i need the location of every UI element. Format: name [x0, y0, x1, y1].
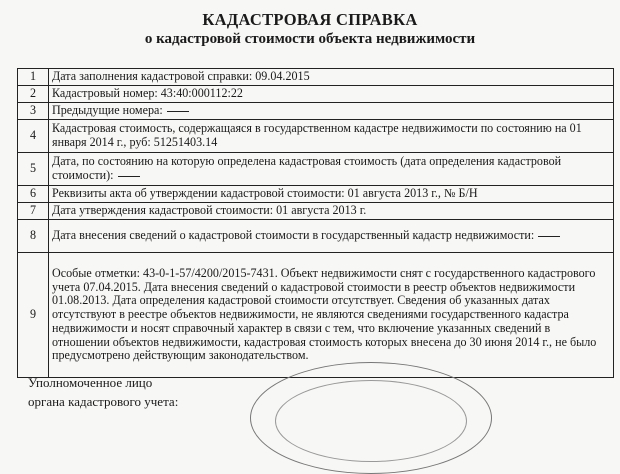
- table-row: [18, 203, 614, 220]
- row-number: 8: [18, 220, 49, 253]
- table-row: [18, 103, 614, 120]
- row-text: Дата, по состоянию на которую определена кадастровая стоимость (дата определения кадастровой стоимости):: [52, 154, 562, 182]
- row-text: Кадастровая стоимость, содержащаяся в государственном кадастре недвижимости по состоянию на 01 января 2014 г., руб: 51251403.14: [49, 120, 614, 153]
- row-number: 6: [18, 186, 49, 203]
- document-subtitle: о кадастровой стоимости объекта недвижимости: [144, 31, 476, 47]
- signatory-label: Уполномоченное лицо: [28, 375, 153, 390]
- table-row: [18, 86, 614, 103]
- row-text: Дата внесения сведений о кадастровой стоимости в государственный кадастр недвижимости:: [52, 228, 535, 243]
- row-text: Реквизиты акта об утверждении кадастровой стоимости: 01 августа 2013 г., № Б/Н: [49, 186, 614, 203]
- row-number: 2: [18, 86, 49, 103]
- table-row: [18, 69, 614, 86]
- row-number: 5: [18, 153, 49, 186]
- row-text: Кадастровый номер: 43:40:000112:22: [49, 86, 614, 103]
- empty-value-dash: [167, 111, 189, 112]
- info-table: [17, 68, 614, 378]
- table-row: [18, 186, 614, 203]
- row-number: 1: [18, 69, 49, 86]
- signatory-org-label: органа кадастрового учета:: [28, 394, 179, 409]
- empty-value-dash: [538, 236, 560, 237]
- row-text: Дата утверждения кадастровой стоимости: 01 августа 2013 г.: [49, 203, 614, 220]
- empty-value-dash: [118, 176, 140, 177]
- table-row: [18, 253, 614, 378]
- table-row: [18, 220, 614, 253]
- row-text: Предыдущие номера:: [52, 103, 163, 118]
- official-stamp-inner-ring: [275, 380, 467, 462]
- document-title: КАДАСТРОВАЯ СПРАВКА: [202, 10, 418, 29]
- row-text: Дата заполнения кадастровой справки: 09.04.2015: [49, 69, 614, 86]
- row-number: 3: [18, 103, 49, 120]
- row-number: 7: [18, 203, 49, 220]
- row-number: 9: [18, 253, 49, 378]
- row-number: 4: [18, 120, 49, 153]
- row-text: Особые отметки: 43-0-1-57/4200/2015-7431. Объект недвижимости снят с государственного кадастрового учета 07.04.2015. Дата внесения сведений о кадастровой стоимости в реестр объектов недвижимости 01.08.2013. Дата определения кадастровой стоимости отсутствует. Сведения об указанных датах отсутствуют в реестре объектов недвижимости, не являются сведениями государственного кадастра недвижимости и носят справочный характер в связи с тем, что включение указанных сведений в отношении объектов недвижимости, кадастровая стоимость которых внесена до 30 июня 2014 г., не было предусмотрено действующим законодательством.: [49, 253, 614, 378]
- table-row: [18, 120, 614, 153]
- table-row: [18, 153, 614, 186]
